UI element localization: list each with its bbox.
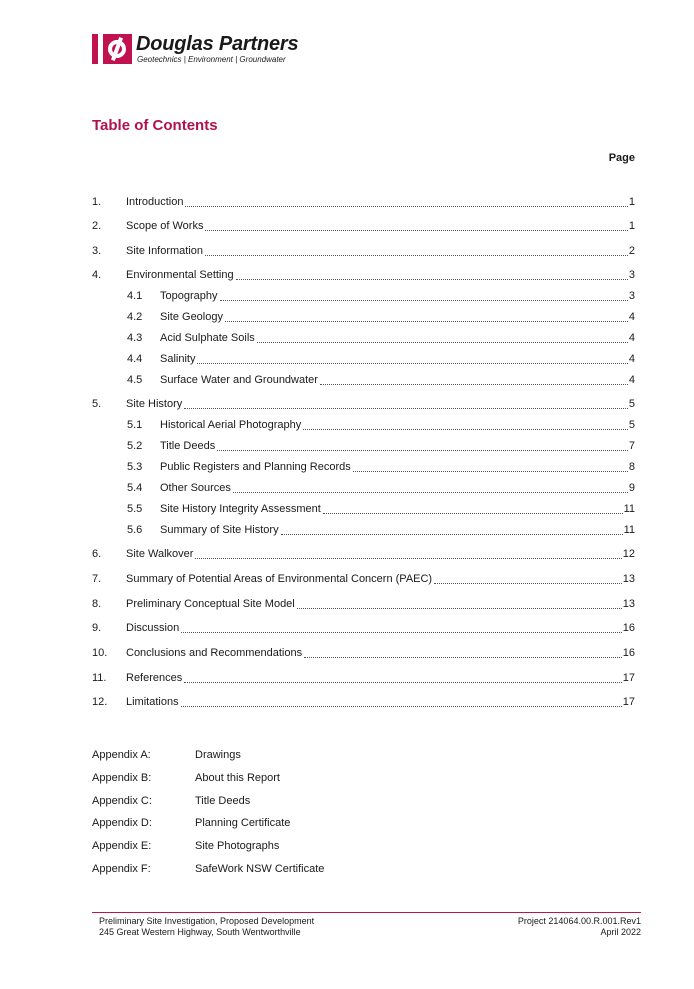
toc-entry[interactable]: [92, 309, 635, 325]
toc-dot-leader: [225, 320, 628, 322]
footer-date: April 2022: [600, 927, 641, 937]
footer-address: 245 Great Western Highway, South Wentworthville: [99, 927, 301, 937]
toc-entry-page: 3: [628, 269, 635, 281]
toc-dot-leader: [281, 533, 623, 535]
toc-dot-leader: [205, 229, 627, 231]
toc-entry-page: 9: [628, 482, 635, 494]
toc-entry[interactable]: [92, 645, 635, 661]
toc-entry-label: Introduction: [126, 196, 184, 208]
toc-entry-label: Historical Aerial Photography: [160, 419, 302, 431]
toc-dot-leader: [205, 254, 628, 256]
toc-entry[interactable]: [92, 620, 635, 636]
toc-entry-page: 16: [622, 622, 635, 634]
appendix-title: Planning Certificate: [195, 817, 291, 830]
toc-entry-page: 11: [623, 524, 635, 536]
toc-entry-label: Topography: [160, 290, 218, 302]
toc-dot-leader: [184, 407, 628, 409]
toc-dot-leader: [434, 582, 622, 584]
toc-entry-page: 4: [628, 353, 635, 365]
toc-entry-number: 4.1: [127, 290, 143, 302]
toc-entry-label: Acid Sulphate Soils: [160, 332, 255, 344]
toc-dot-leader: [217, 449, 628, 451]
toc-entry-label: Title Deeds: [160, 440, 216, 452]
toc-entry-number: 5.1: [127, 419, 143, 431]
toc-entry-label: Scope of Works: [126, 220, 204, 232]
toc-entry[interactable]: [92, 417, 635, 433]
toc-entry-number: 5.2: [127, 440, 143, 452]
toc-entry-page: 17: [622, 672, 635, 684]
toc-entry-number: 10.: [92, 647, 108, 659]
appendix-label: Appendix E:: [92, 840, 152, 853]
footer-right: [518, 916, 641, 938]
toc-entry-label: Discussion: [126, 622, 180, 634]
toc-entry-number: 5.5: [127, 503, 143, 515]
toc-dot-leader: [220, 299, 628, 301]
toc-entry-page: 1: [628, 220, 635, 232]
toc-entry-label: Public Registers and Planning Records: [160, 461, 351, 473]
toc-entry-number: 3.: [92, 245, 102, 257]
toc-entry[interactable]: [92, 480, 635, 496]
appendix-label: Appendix A:: [92, 749, 151, 761]
toc-dot-leader: [184, 681, 621, 683]
toc-entry-number: 5.6: [127, 524, 143, 536]
toc-entry-number: 6.: [92, 548, 102, 560]
toc-entry-page: 13: [622, 598, 635, 610]
toc-entry-page: 8: [628, 461, 635, 473]
toc-entry-label: Limitations: [126, 696, 179, 708]
toc-entry[interactable]: [92, 459, 635, 475]
toc-entry-page: 3: [628, 290, 635, 302]
toc-dot-leader: [195, 557, 621, 559]
toc-entry[interactable]: [92, 438, 635, 454]
toc-dot-leader: [181, 705, 622, 707]
toc-entry-page: 5: [628, 398, 635, 410]
toc-entry-page: 16: [622, 647, 635, 659]
toc-entry[interactable]: [92, 596, 635, 612]
toc-entry-number: 12.: [92, 696, 108, 708]
toc-dot-leader: [304, 656, 622, 658]
toc-dot-leader: [353, 470, 628, 472]
toc-entry-number: 5.3: [127, 461, 143, 473]
toc-entry-number: 1.: [92, 196, 102, 208]
logo-wordmark: Douglas Partners: [136, 33, 299, 55]
toc-entry-number: 2.: [92, 220, 102, 232]
toc-entry-number: 8.: [92, 598, 102, 610]
appendix-title: Site Photographs: [195, 840, 280, 853]
toc-entry[interactable]: [92, 694, 635, 710]
toc-dot-leader: [323, 512, 623, 514]
toc-dot-leader: [185, 205, 627, 207]
toc-entry[interactable]: [92, 194, 635, 210]
toc-entry-label: Site Walkover: [126, 548, 194, 560]
page-title: Table of Contents: [92, 117, 218, 134]
appendix-label: Appendix F:: [92, 863, 151, 875]
toc-entry-page: 4: [628, 311, 635, 323]
toc-entry[interactable]: [92, 218, 635, 234]
toc-entry-number: 5.4: [127, 482, 143, 494]
toc-dot-leader: [257, 341, 628, 343]
toc-entry-page: 12: [622, 548, 635, 560]
footer-left: [99, 916, 314, 938]
toc-dot-leader: [236, 278, 628, 280]
toc-entry[interactable]: [92, 396, 635, 412]
toc-entry-label: References: [126, 672, 183, 684]
toc-entry-page: 13: [622, 573, 635, 585]
toc-entry-page: 4: [628, 374, 635, 386]
toc-entry-label: Salinity: [160, 353, 196, 365]
toc-entry-number: 7.: [92, 573, 102, 585]
toc-entry-number: 4.3: [127, 332, 143, 344]
toc-entry-label: Other Sources: [160, 482, 231, 494]
footer-divider: [92, 912, 641, 913]
toc-entry[interactable]: [92, 546, 635, 562]
douglas-partners-logo-icon: [92, 34, 132, 64]
appendix-title: Drawings: [195, 749, 241, 761]
toc-entry-page: 11: [623, 503, 635, 515]
toc-entry-label: Summary of Site History: [160, 524, 279, 536]
toc-entry[interactable]: [92, 372, 635, 388]
appendix-label: Appendix C:: [92, 794, 152, 807]
toc-entry[interactable]: [92, 267, 635, 283]
toc-entry[interactable]: [92, 522, 635, 538]
toc-entry-label: Site Information: [126, 245, 204, 257]
toc-entry-label: Environmental Setting: [126, 269, 234, 281]
toc-entry-page: 4: [628, 332, 635, 344]
appendix-title: About this Report: [195, 771, 280, 784]
toc-entry-number: 4.2: [127, 311, 143, 323]
footer-report-title: Preliminary Site Investigation, Proposed Development: [99, 916, 315, 926]
page-column-header: Page: [608, 152, 635, 164]
logo-tagline: Geotechnics | Environment | Groundwater: [137, 55, 286, 64]
toc-entry-label: Surface Water and Groundwater: [160, 374, 318, 386]
toc-entry-label: Summary of Potential Areas of Environmental Concern (PAEC): [126, 573, 433, 585]
toc-entry-number: 4.: [92, 269, 102, 281]
toc-entry-number: 9.: [92, 622, 102, 634]
toc-dot-leader: [320, 383, 628, 385]
toc-dot-leader: [297, 607, 622, 609]
toc-entry-label: Site History: [126, 398, 183, 410]
appendix-label: Appendix B:: [92, 771, 152, 784]
toc-entry-label: Site Geology: [160, 311, 223, 323]
toc-entry-number: 4.4: [127, 353, 143, 365]
toc-entry-label: Site History Integrity Assessment: [160, 503, 321, 515]
toc-entry[interactable]: [92, 351, 635, 367]
toc-entry-label: Conclusions and Recommendations: [126, 647, 303, 659]
toc-entry-page: 2: [628, 245, 635, 257]
toc-entry[interactable]: [92, 288, 635, 304]
toc-entry[interactable]: [92, 670, 635, 686]
toc-entry[interactable]: [92, 501, 635, 517]
appendix-title: SafeWork NSW Certificate: [195, 863, 325, 875]
appendix-title: Title Deeds: [195, 794, 251, 807]
toc-entry-number: 11.: [92, 672, 107, 684]
toc-entry[interactable]: [92, 243, 635, 259]
toc-dot-leader: [181, 631, 622, 633]
toc-entry-number: 5.: [92, 398, 102, 410]
toc-entry-page: 5: [628, 419, 635, 431]
toc-entry-number: 4.5: [127, 374, 143, 386]
toc-entry-page: 17: [622, 696, 635, 708]
toc-entry[interactable]: [92, 571, 635, 587]
toc-dot-leader: [197, 362, 627, 364]
toc-entry-page: 1: [628, 196, 635, 208]
toc-entry-page: 7: [628, 440, 635, 452]
toc-entry[interactable]: [92, 330, 635, 346]
footer-project-number: Project 214064.00.R.001.Rev1: [517, 916, 641, 926]
toc-dot-leader: [303, 428, 628, 430]
toc-entry-label: Preliminary Conceptual Site Model: [126, 598, 295, 610]
appendix-label: Appendix D:: [92, 817, 152, 830]
toc-dot-leader: [233, 491, 628, 493]
